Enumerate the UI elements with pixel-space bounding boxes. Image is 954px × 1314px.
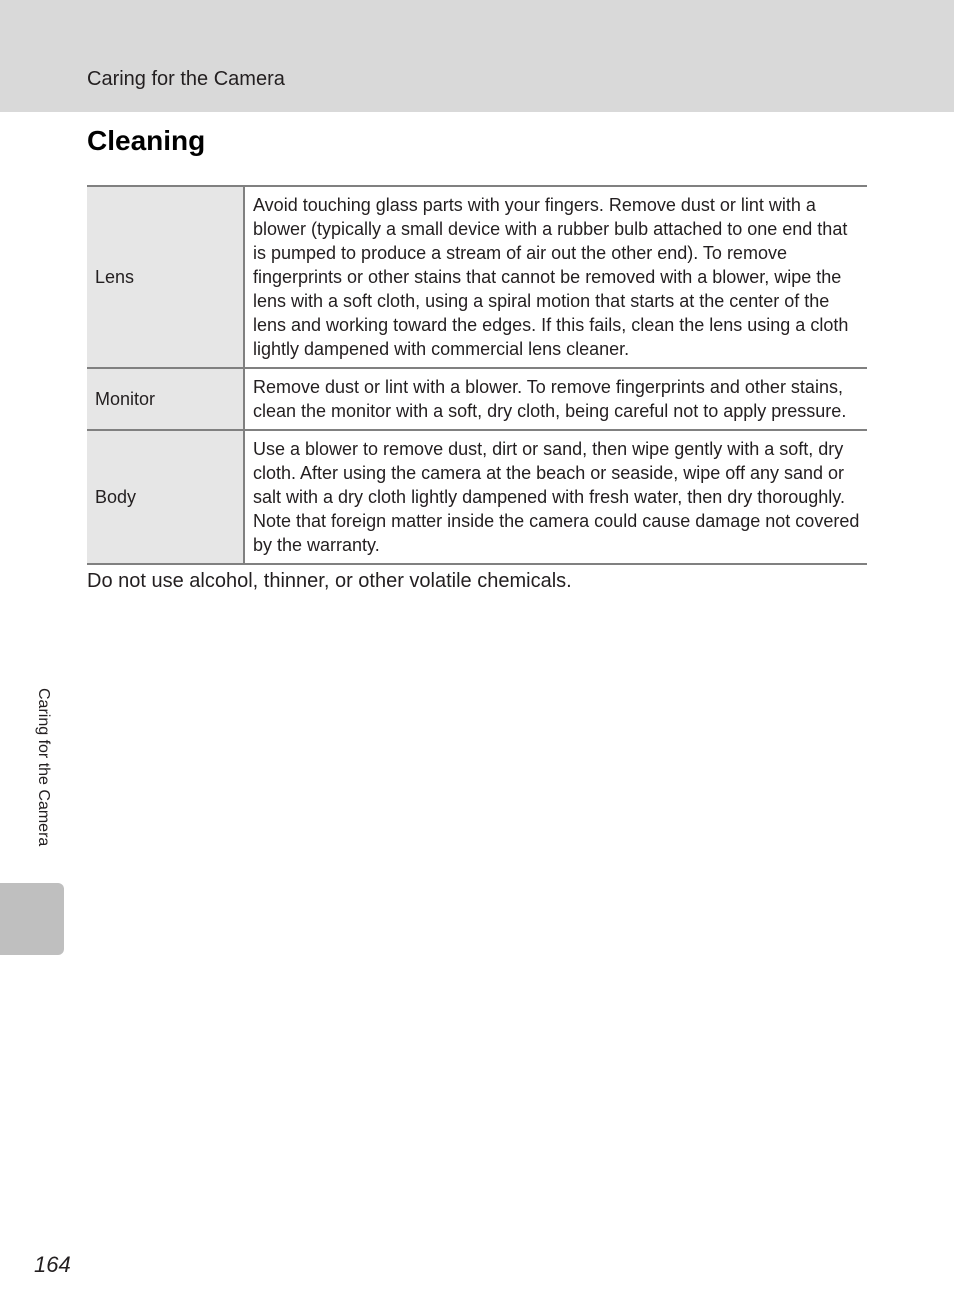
section-title: Caring for the Camera: [87, 68, 285, 90]
table-row-body: [87, 430, 867, 564]
cleaning-table: [87, 185, 867, 565]
page-number: 164: [34, 1252, 71, 1277]
table-row-monitor: [87, 368, 867, 430]
table-row-description: Use a blower to remove dust, dirt or sand, then wipe gently with a soft, dry cloth. After using the camera at the beach or seaside, wipe off any sand or salt with a dry cloth lightly dampened with fresh water, then dry thoroughly. Note that foreign matter inside the camera could cause damage not covered by the warranty.: [244, 430, 867, 564]
table-row-label: Lens: [87, 186, 244, 368]
table-row-lens: [87, 186, 867, 368]
table-row-label: Body: [87, 430, 244, 564]
caution-note: Do not use alcohol, thinner, or other volatile chemicals.: [87, 570, 572, 592]
side-section-tab: [0, 883, 64, 955]
page-title: Cleaning: [87, 125, 206, 156]
header-band: [0, 0, 954, 112]
table-row-description: Avoid touching glass parts with your fingers. Remove dust or lint with a blower (typically a small device with a rubber bulb attached to one end that is pumped to produce a stream of air out the other end). To remove fingerprints or other stains that cannot be removed with a blower, wipe the lens with a soft cloth, using a spiral motion that starts at the center of the lens and working toward the edges. If this fails, clean the lens using a cloth lightly dampened with commercial lens cleaner.: [253, 195, 849, 359]
side-section-label: Caring for the Camera: [35, 688, 52, 847]
table-row-label: Monitor: [87, 368, 244, 430]
table-row-description: Remove dust or lint with a blower. To remove fingerprints and other stains, clean the monitor with a soft, dry cloth, being careful not to apply pressure.: [244, 368, 867, 430]
